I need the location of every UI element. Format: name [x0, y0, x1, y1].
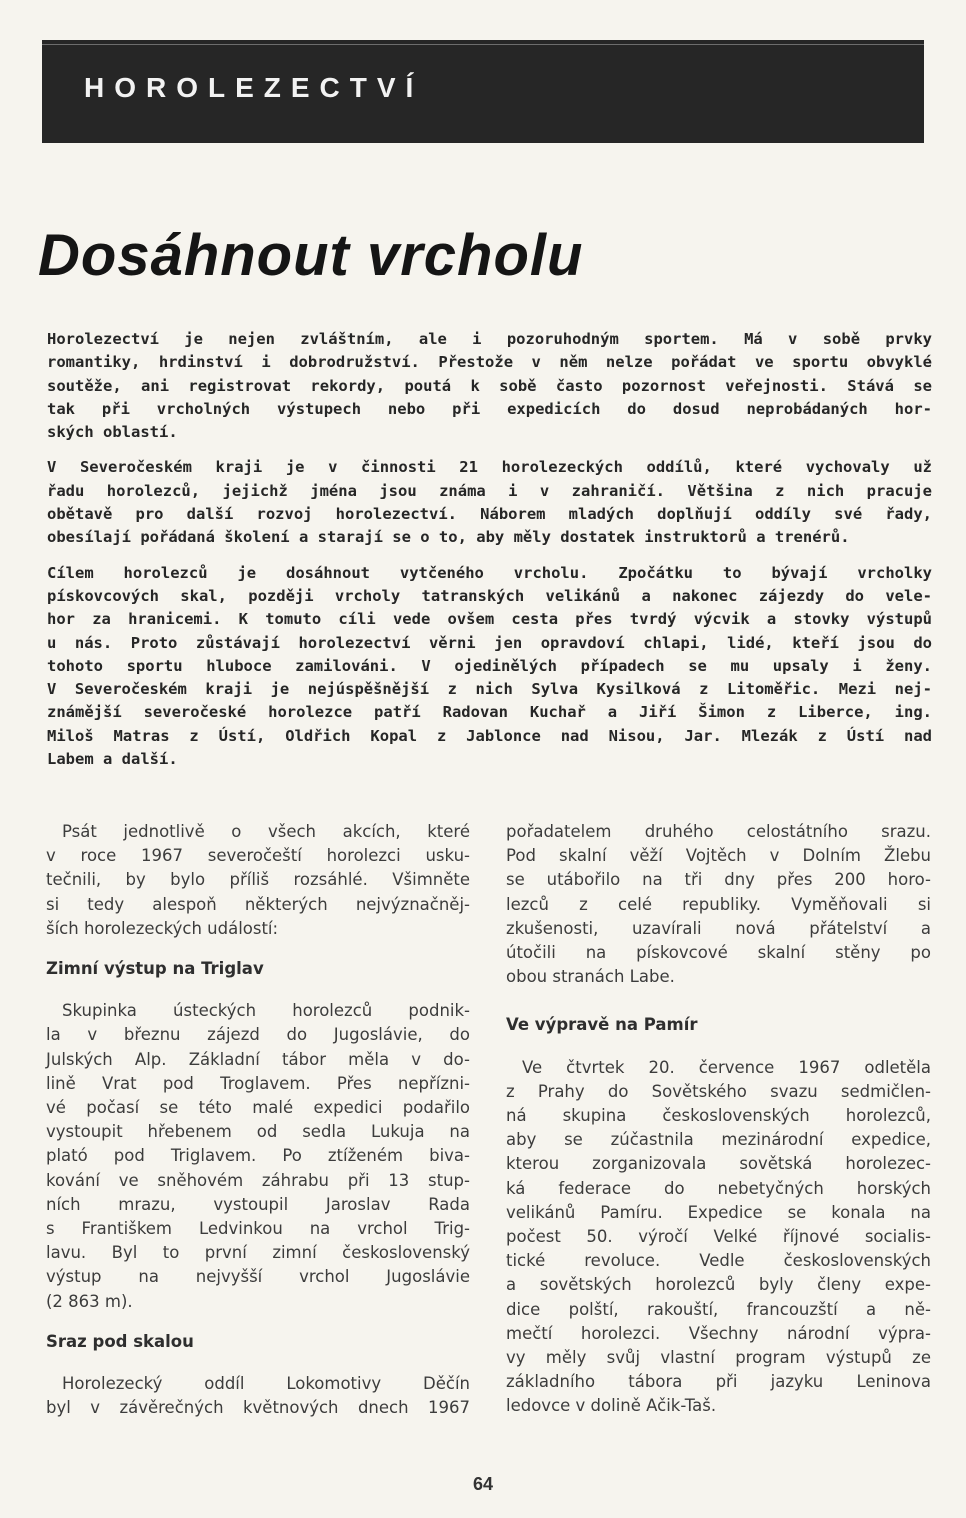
text-line: ná skupina československých horolezců, — [506, 1106, 931, 1126]
text-line: kterou zorganizovala sovětská horolezec- — [506, 1154, 931, 1174]
text-line: Skupinka ústeckých horolezců podnik- — [62, 1001, 470, 1021]
right-paragraph-2 — [506, 1056, 931, 1419]
text-line: se utábořilo na tři dny přes 200 horo- — [506, 870, 931, 890]
text-line: Pod skalní věží Vojtěch v Dolním Žlebu — [506, 846, 931, 866]
right-paragraph-1 — [506, 820, 931, 989]
text-line: vé počasí se této malé expedici podařilo — [46, 1098, 470, 1118]
text-line: aby se zúčastnila mezinárodní expedice, — [506, 1130, 931, 1150]
text-line: mečtí horolezci. Všechny národní výpra- — [506, 1323, 931, 1343]
text-line: (2 863 m). — [46, 1291, 133, 1311]
text-line: la v březnu zájezd do Jugoslávie, do — [46, 1025, 470, 1045]
text-line: lezců z celé republiky. Vyměňovali si — [506, 894, 931, 914]
text-line: hor za hranicemi. K tomuto cíli vede ovšem cesta přes tvrdý výcvik a stovky výstupů — [47, 610, 932, 629]
text-line: velikánů Pamíru. Expedice se konala na — [506, 1202, 931, 1222]
text-line: pískovcových skal, později vrcholy tatranských velikánů a nakonec zájezdy do vele- — [47, 586, 932, 605]
text-line: počest 50. výročí Velké říjnové socialis- — [506, 1227, 931, 1247]
text-line: vystoupit hřebenem od sedla Lukuja na — [46, 1122, 470, 1142]
text-line: základního tábora při jazyku Leninova — [506, 1372, 931, 1392]
text-line: kování ve sněhovém záhrabu při 13 stup- — [46, 1170, 470, 1190]
text-line: V Severočeském kraji je nejúspěšnější z nich Sylva Kysilková z Litoměřic. Mezi nej- — [47, 680, 932, 699]
text-line: a sovětských horolezců byly členy expe- — [506, 1275, 931, 1295]
text-line: vy měly svůj vlastní program výstupů ze — [506, 1348, 931, 1368]
text-line: řadu horolezců, jejichž jména jsou známa i v zahraničí. Většina z nich pracuje — [47, 481, 932, 500]
section-label: HOROLEZECTVÍ — [84, 72, 424, 103]
text-line: Horolezecký oddíl Lokomotivy Děčín — [62, 1374, 470, 1394]
text-line: ských oblastí. — [47, 423, 178, 442]
text-line: Cílem horolezců je dosáhnout vytčeného vrcholu. Zpočátku to bývají vrcholky — [47, 563, 932, 582]
left-paragraph-2 — [46, 999, 470, 1314]
text-line: Miloš Matras z Ústí, Oldřich Kopal z Jablonce nad Nisou, Jar. Mlezák z Ústí nad — [47, 726, 932, 745]
text-line: zkušenosti, uzavírali nová přátelství a — [506, 918, 931, 938]
text-line: soutěže, ani registrovat rekordy, poutá k sobě často pozornost veřejnosti. Stává se — [47, 376, 932, 395]
text-line: Labem a další. — [47, 750, 178, 769]
subheading-zimni-vystup: Zimní výstup na Triglav — [46, 959, 264, 979]
text-line: obesílají pořádaná školení a starají se o to, aby měly dostatek instruktorů a trenérů. — [47, 528, 850, 547]
text-line: lině Vrat pod Troglavem. Přes nepřízni- — [46, 1073, 470, 1093]
text-line: ledovce v dolině Ačik-Taš. — [506, 1396, 717, 1416]
article-headline: Dosáhnout vrcholu — [38, 223, 584, 288]
left-column — [46, 820, 470, 1432]
text-line: s Františkem Ledvinkou na vrchol Trig- — [46, 1219, 470, 1239]
text-line: v roce 1967 severočeští horolezci usku- — [46, 846, 470, 866]
text-line: romantiky, hrdinství i dobrodružství. Přestože v něm nelze pořádat ve sportu obvyklé — [47, 353, 932, 372]
text-line: byl v závěrečných květnových dnech 1967 — [46, 1398, 470, 1418]
text-line: tohoto sportu hluboce zamilováni. V ojedinělých případech se mu upsaly i ženy. — [47, 656, 932, 675]
text-line: obětavě pro další rozvoj horolezectví. Náborem mladých doplňují oddíly své řady, — [47, 505, 932, 524]
text-line: si tedy alespoň některých nejvýznačněj- — [46, 894, 470, 914]
intro-paragraph — [47, 562, 932, 772]
subheading-sraz: Sraz pod skalou — [46, 1331, 194, 1351]
text-line: dice polští, rakouští, francouzští a ně- — [506, 1299, 931, 1319]
text-line: Horolezectví je nejen zvláštním, ale i pozoruhodným sportem. Má v sobě prvky — [47, 330, 932, 348]
text-line: u nás. Proto zůstávají horolezectví věrni jen opravdoví chlapi, lidé, kteří jsou do — [47, 633, 932, 652]
text-line: V Severočeském kraji je v činnosti 21 horolezeckých oddílů, které vychovaly už — [47, 458, 932, 477]
left-paragraph-1 — [46, 820, 470, 941]
text-line: Ve čtvrtek 20. července 1967 odletěla — [522, 1057, 931, 1077]
section-banner — [42, 40, 924, 143]
text-line: ká federace do nebetyčných horských — [506, 1178, 931, 1198]
intro-paragraph — [47, 328, 932, 444]
text-line: Psát jednotlivě o všech akcích, které — [62, 822, 470, 841]
text-line: tak při vrcholných výstupech nebo při expedicích do dosud neprobádaných hor- — [47, 399, 932, 418]
text-line: útočili na pískovcové skalní stěny po — [506, 943, 931, 963]
text-line: ších horolezeckých událostí: — [46, 918, 279, 938]
left-paragraph-3 — [46, 1372, 470, 1420]
page-number: 64 — [472, 1474, 494, 1494]
intro-text — [47, 328, 932, 783]
text-line: výstup na nejvyšší vrchol Jugoslávie — [46, 1267, 470, 1287]
text-line: obou stranách Labe. — [506, 967, 675, 987]
text-line: plató pod Triglavem. Po ztíženém biva- — [46, 1146, 470, 1166]
intro-paragraph — [47, 456, 932, 549]
text-line: pořadatelem druhého celostátního srazu. — [506, 822, 931, 841]
banner-rule — [42, 44, 924, 45]
text-line: známější severočeské horolezce patří Radovan Kuchař a Jiří Šimon z Liberce, ing. — [47, 703, 932, 722]
text-line: z Prahy do Sovětského svazu sedmičlen- — [506, 1081, 931, 1101]
text-line: lavu. Byl to první zimní československý — [46, 1243, 470, 1263]
text-line: tické revoluce. Vedle československých — [506, 1251, 931, 1271]
subheading-pamir: Ve výpravě na Pamír — [506, 1015, 698, 1035]
text-line: tečnili, by bylo příliš rozsáhlé. Všimněte — [46, 870, 470, 890]
right-column — [506, 820, 931, 1431]
text-line: ních mrazu, vystoupil Jaroslav Rada — [46, 1194, 470, 1214]
text-line: Julských Alp. Základní tábor měla v do- — [46, 1049, 470, 1069]
